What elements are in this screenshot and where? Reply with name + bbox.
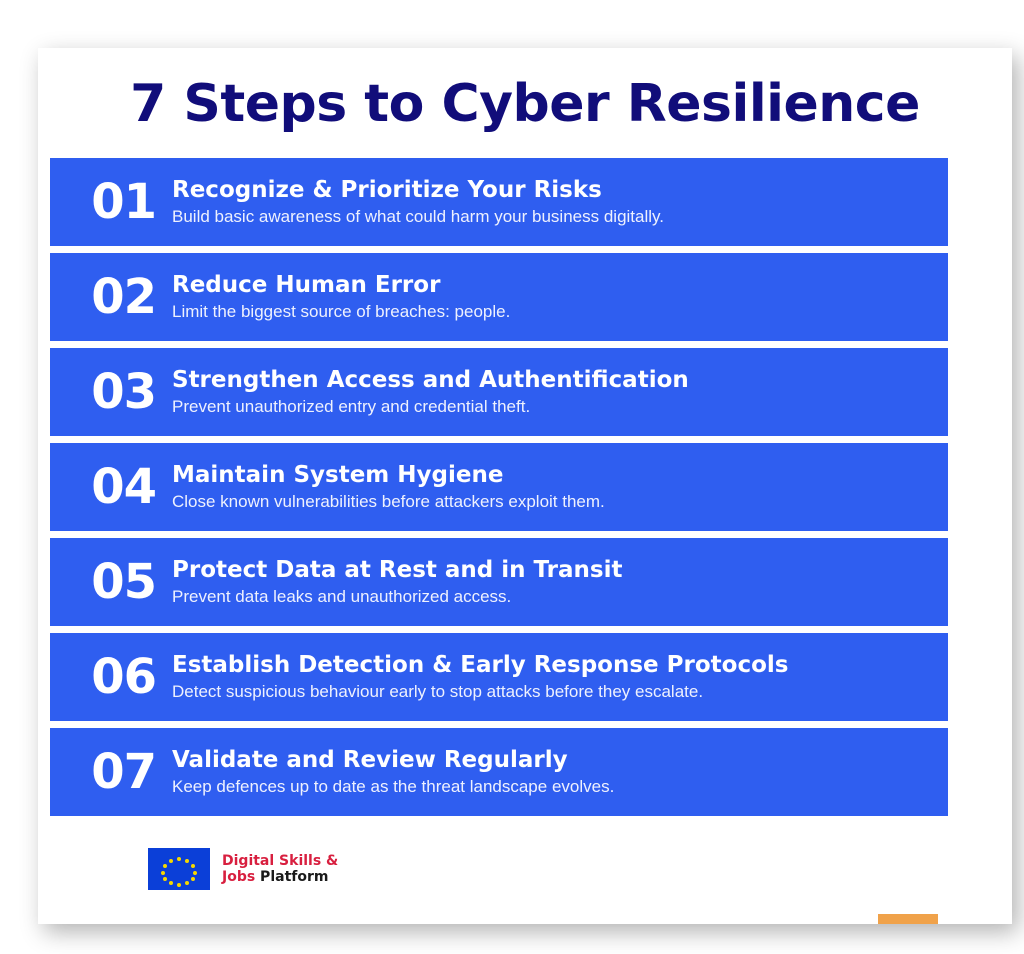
step-title: Recognize & Prioritize Your Risks <box>172 177 602 204</box>
step-number: 01 <box>91 174 156 230</box>
step-number: 03 <box>91 364 156 420</box>
list-item <box>50 538 948 626</box>
step-text <box>172 747 948 797</box>
list-item <box>50 633 948 721</box>
step-description: Prevent unauthorized entry and credential theft. <box>172 396 531 416</box>
step-title: Maintain System Hygiene <box>172 462 504 489</box>
step-description: Limit the biggest source of breaches: people. <box>172 301 511 321</box>
poster-card <box>38 48 1012 924</box>
list-item <box>50 348 948 436</box>
list-item <box>50 158 948 246</box>
step-text <box>172 462 948 512</box>
footer-logo <box>148 848 338 890</box>
step-title: Establish Detection & Early Response Protocols <box>172 652 789 679</box>
footer-line-2 <box>222 869 338 885</box>
steps-list <box>50 158 948 823</box>
footer-text <box>222 853 338 885</box>
step-title: Strengthen Access and Authentification <box>172 367 689 394</box>
list-item <box>50 728 948 816</box>
step-description: Close known vulnerabilities before attackers exploit them. <box>172 491 605 511</box>
step-text <box>172 272 948 322</box>
list-item <box>50 443 948 531</box>
footer-brand-jobs: Jobs <box>222 869 256 885</box>
step-title: Reduce Human Error <box>172 272 441 299</box>
step-description: Detect suspicious behaviour early to stop attacks before they escalate. <box>172 681 704 701</box>
step-text <box>172 652 948 702</box>
step-description: Prevent data leaks and unauthorized access. <box>172 586 512 606</box>
step-number: 07 <box>91 744 156 800</box>
step-title: Protect Data at Rest and in Transit <box>172 557 623 584</box>
step-number: 04 <box>91 459 156 515</box>
step-text <box>172 557 948 607</box>
footer-line-1: Digital Skills & <box>222 852 339 869</box>
step-title: Validate and Review Regularly <box>172 747 568 774</box>
step-number: 05 <box>91 554 156 610</box>
list-item <box>50 253 948 341</box>
step-description: Build basic awareness of what could harm your business digitally. <box>172 206 664 226</box>
page-title: 7 Steps to Cyber Resilience <box>130 74 920 134</box>
decorative-accent-bar <box>878 914 938 924</box>
step-text <box>172 177 948 227</box>
eu-flag-icon <box>148 848 210 890</box>
step-number: 02 <box>91 269 156 325</box>
step-number: 06 <box>91 649 156 705</box>
footer-brand-platform: Platform <box>255 869 329 885</box>
step-text <box>172 367 948 417</box>
step-description: Keep defences up to date as the threat landscape evolves. <box>172 776 615 796</box>
